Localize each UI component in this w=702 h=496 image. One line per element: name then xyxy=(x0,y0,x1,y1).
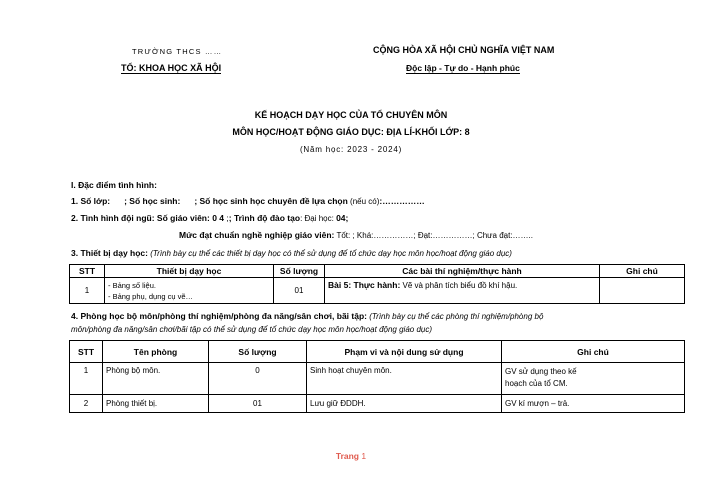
plan-subtitle: MÔN HỌC/HOẠT ĐỘNG GIÁO DỤC: ĐỊA LÍ-KHỐI LỚP: 8 xyxy=(232,127,470,137)
rooms-note: (Trình bày cụ thể các phòng thí nghiệm/phòng bộ xyxy=(366,312,544,321)
device-item: - Bảng số liệu. xyxy=(108,280,156,290)
row-room: Phòng thiết bị. xyxy=(103,395,209,413)
equipment-note: (Trình bày cụ thể các thiết bị dạy học có thể sử dụng để tổ chức dạy học môn học/hoạt động giáo dục) xyxy=(147,249,512,258)
elective-count-label: ; Số học sinh học chuyên đề lựa chọn xyxy=(194,196,348,206)
col-lessons: Các bài thí nghiệm/thực hành xyxy=(325,265,600,278)
rooms-heading: 4. Phòng học bộ môn/phòng thí nghiệm/phòng đa năng/sân chơi, bãi tập: xyxy=(71,311,367,321)
rooms-note-cont: môn/phòng đa năng/sân chơi/bãi tập có thể sử dụng để tổ chức dạy học môn học/hoạt động giáo dục) xyxy=(71,325,432,334)
plan-title: KẾ HOẠCH DẠY HỌC CỦA TỔ CHUYÊN MÔN xyxy=(254,110,448,120)
col-stt: STT xyxy=(70,265,105,278)
table-row xyxy=(70,395,685,413)
row-stt: 2 xyxy=(70,395,103,413)
table-row xyxy=(70,363,685,395)
staff-line xyxy=(71,213,348,223)
section-heading: I. Đặc điểm tình hình: xyxy=(71,180,157,190)
row-quantity: 01 xyxy=(274,278,325,304)
department-name xyxy=(121,63,221,73)
col-room: Tên phòng xyxy=(103,341,209,363)
elective-note: (nếu có) xyxy=(347,197,380,206)
col-quantity: Số lượng xyxy=(209,341,307,363)
rooms-table xyxy=(69,340,685,413)
row-note xyxy=(600,278,685,304)
teacher-count: 0 4 xyxy=(209,213,227,223)
lesson-desc: Vẽ và phân tích biểu đồ khí hậu. xyxy=(400,281,518,290)
school-name: TRƯỜNG THCS …… xyxy=(132,47,223,56)
equipment-heading-line xyxy=(71,248,512,258)
row-lesson xyxy=(325,278,600,304)
row-stt: 1 xyxy=(70,278,105,304)
col-quantity: Số lượng xyxy=(274,265,325,278)
row-device xyxy=(105,278,274,304)
qualification-label: ; Trình độ đào tạo xyxy=(228,213,301,223)
col-notes: Ghi chú xyxy=(600,265,685,278)
page-number: 1 xyxy=(361,451,367,461)
staff-separator: ; xyxy=(226,213,229,223)
equipment-table xyxy=(69,264,685,304)
col-stt: STT xyxy=(70,341,103,363)
row-quantity: 0 xyxy=(209,363,307,395)
device-item: - Bảng phụ, dụng cụ vẽ… xyxy=(108,291,194,301)
table-header-row xyxy=(70,265,685,278)
page-footer xyxy=(0,451,702,461)
col-scope: Phạm vi và nội dung sử dụng xyxy=(307,341,502,363)
row-room: Phòng bộ môn. xyxy=(103,363,209,395)
rooms-heading-block xyxy=(71,310,687,336)
department-label: TỔ: KHOA HỌC XÃ HỘI xyxy=(121,63,222,73)
row-stt: 1 xyxy=(70,363,103,395)
staff-label: 2. Tình hình đội ngũ: Số giáo viên: xyxy=(71,213,210,223)
page-label: Trang xyxy=(335,451,360,461)
col-device: Thiết bị dạy học xyxy=(105,265,274,278)
table-header-row xyxy=(70,341,685,363)
class-stats-line xyxy=(71,196,425,206)
col-notes: Ghi chú xyxy=(502,341,685,363)
row-scope: Sinh hoạt chuyên môn. xyxy=(307,363,502,395)
motto xyxy=(406,63,520,73)
row-quantity: 01 xyxy=(209,395,307,413)
university-count: 04 xyxy=(336,213,346,223)
standard-line xyxy=(179,230,533,240)
row-note: GV kí mượn – trả. xyxy=(502,395,685,413)
lesson-title: Bài 5: Thực hành: xyxy=(328,280,401,290)
table-row xyxy=(70,278,685,304)
student-count-label: ; Số học sinh: xyxy=(124,196,181,206)
standard-values: Tốt: ; Khá:……………; Đạt:……………; Chưa đạt:…….. xyxy=(334,231,533,240)
school-year: (Năm học: 2023 - 2024) xyxy=(299,145,403,154)
note-line: GV sử dụng theo kế xyxy=(505,367,577,376)
equipment-heading: 3. Thiết bị dạy học: xyxy=(71,248,148,258)
country-name: CỘNG HÒA XÃ HỘI CHỦ NGHĨA VIỆT NAM xyxy=(373,45,555,55)
class-count-label: 1. Số lớp: xyxy=(71,196,111,206)
motto-label: Độc lập - Tự do - Hạnh phúc xyxy=(406,63,520,73)
row-scope: Lưu giữ ĐDDH. xyxy=(307,395,502,413)
elective-dots: :…………… xyxy=(379,196,425,206)
row-note xyxy=(502,363,685,395)
standard-label: Mức đạt chuẩn nghề nghiệp giáo viên: xyxy=(179,230,335,240)
qualification-end: ; xyxy=(345,213,349,223)
note-line: hoạch của tổ CM. xyxy=(505,379,568,388)
university-label: : Đại học: xyxy=(300,214,337,223)
